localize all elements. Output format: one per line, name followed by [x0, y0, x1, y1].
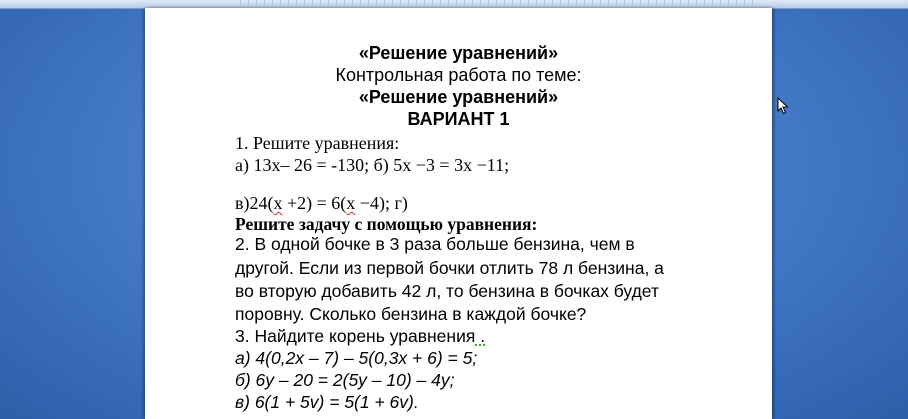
document-title: «Решение уравнений» [358, 43, 559, 63]
mouse-pointer-icon [777, 97, 789, 115]
document-subtitle: Контрольная работа по теме: [335, 65, 582, 85]
task1-v-middle: +2) = 6( [282, 193, 347, 213]
task1-equations-v-g [235, 193, 408, 214]
task1-v-prefix: в)24( [235, 193, 274, 213]
task3-heading [235, 326, 485, 347]
task3-equation-v: в) 6(1 + 5v) = 5(1 + 6v). [235, 392, 419, 412]
task2-line-4: поровну. Сколько бензина в каждой бочке? [235, 304, 587, 324]
task3-heading-text: 3. Найдите корень уравнения [235, 326, 476, 346]
task1-heading: 1. Решите уравнения: [235, 133, 400, 153]
task2-line-2: другой. Если из первой бочки отлить 78 л бензина, а [235, 258, 664, 278]
task3-equation-a: а) 4(0,2х – 7) – 5(0,3х + 6) = 5; [235, 348, 478, 368]
document-page[interactable] [145, 8, 772, 419]
task1-v-x2: х [346, 193, 356, 213]
task1-v-x1: х [273, 193, 283, 213]
task2-line-3: во вторую добавить 42 л, то бензина в бочках будет [235, 281, 659, 301]
task3-heading-dot: . [475, 326, 486, 346]
task2-intro: Решите задачу с помощью уравнения: [235, 214, 538, 234]
document-topic: «Решение уравнений» [358, 87, 559, 107]
task3-equation-b: б) 6у – 20 = 2(5у – 10) – 4у; [235, 370, 455, 390]
task1-v-suffix: −4); г) [355, 193, 408, 213]
task2-line-1: 2. В одной бочке в 3 раза больше бензина, чем в [235, 234, 635, 254]
variant-heading: ВАРИАНТ 1 [407, 109, 510, 129]
ruler-ticks [240, 0, 760, 5]
task1-equations-a-b: а) 13х– 26 = -130; б) 5х −3 = 3х −11; [235, 155, 510, 175]
